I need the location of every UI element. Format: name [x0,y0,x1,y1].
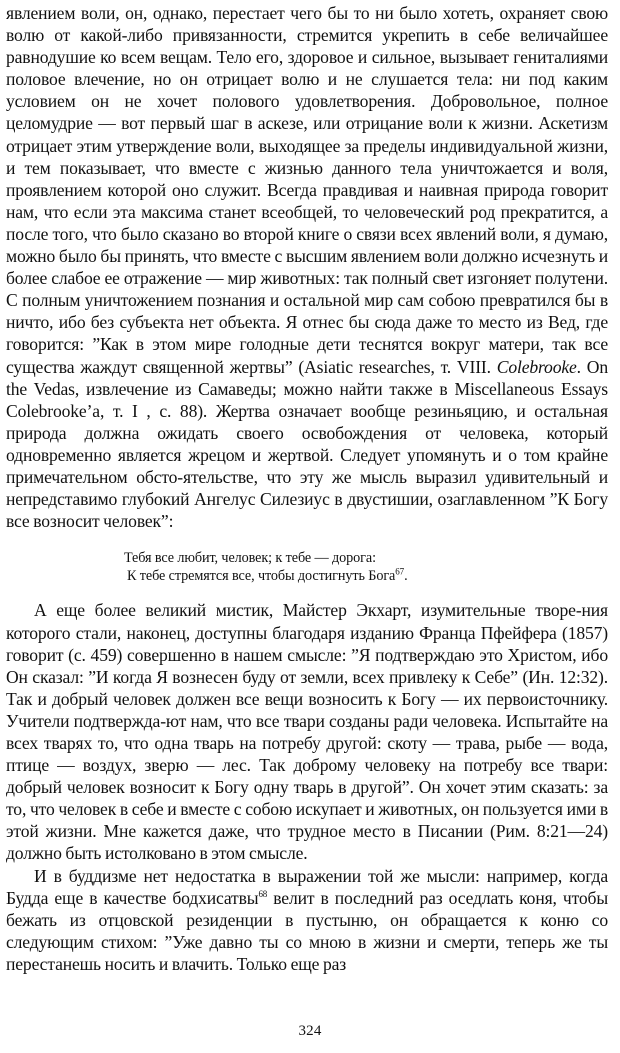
verse-couplet [6,550,608,585]
footnote-marker-68: 68 [258,888,268,899]
paragraph-1-text: явлением воли, он, однако, перестает чего бы то ни было хотеть, охраняет свою волю от какой-либо привязанности, стремится укрепить в себе величайшее равнодушие ко всем вещам. Тело его, здоровое и сильное, вызывает гениталиями половое влечение, но он отрицает волю и не слушается тела: ни под каким условием он не хочет полового удовлетворения. Добровольное, полное целомудрие — вот первый шаг в аскезе, или отрицание воли к жизни. Аскетизм отрицает этим утверждение воли, выходящее за пределы индивидуальной жизни, и тем показывает, что вместе с жизнью данного тела уничтожается и воля, проявлением которой оно служит. Всегда правдивая и наивная природа говорит нам, что если эта максима станет всеобщей, то человеческий род прекратится, а после того, что было сказано во второй книге о связи всех явлений воли, я думаю, можно было бы принять, что вместе с высшим явлением воли должно исчезнуть и более слабое ее отражение — мир животных: так полный свет изгоняет полутени. С полным уничтожением познания и остальной мир сам собою превратился бы в ничто, ибо без субъекта нет объекта. Я отнес бы сюда даже то место из Вед, где говорится: ”Как в этом мире голодные дети теснятся вокруг матери, так все существа жаждут священной жертвы” (Asiatic researches, т. VIII. [6,3,608,377]
paragraph-3-text-continued: велит в последний раз оседлать коня, чтобы бежать из отцовской резиденции в пустыню, он обращается к коню со следующим стихом: ”Уже давно ты со мною в жизни и смерти, теперь же ты перестанешь носить и влачить. Только еще раз [6,887,608,974]
verse-line-2-text: К тебе стремятся все, чтобы достигнуть Бога [127,567,396,584]
paragraph-2: А еще более великий мистик, Майстер Экхарт, изумительные творе-ния которого стали, наконец, доступны благодаря изданию Франца Пфейфера (1857) говорит (с. 459) совершенно в нашем смысле: ”Я подтверждаю это Христом, ибо Он сказал: ”И когда Я вознесен буду от земли, всех привлеку к Себе” (Ин. 12:32). Так и добрый человек должен все вещи возносить к Богу — их первоисточнику. Учители подтвержда-ют нам, что все твари созданы ради человека. Испытайте на всех тварях то, что одна тварь на потребу другой: скоту — трава, рыбе — вода, птице — воздух, зверю — лес. Так доброму человеку на потребу все твари: добрый человек возносит к Богу одну тварь в другой”. Он хочет этим сказать: за то, что человек в себе и вместе с собою искупает и животных, он пользуется ими в этой жизни. Мне кажется даже, что трудное место в Писании (Рим. 8:21—24) должно быть истолковано в этом смысле. [6,600,608,864]
footnote-marker-67: 67 [395,566,405,577]
verse-line-2 [124,568,608,586]
paragraph-3-text: И в буддизме нет недостатка в выражении той же мысли: например, когда Будда еще в качестве бодхисатвы [6,865,608,908]
verse-line-1: Тебя все любит, человек; к тебе — дорога: [124,550,376,567]
paragraph-1-italic-name: Colebrooke [496,356,577,377]
paragraph-3 [6,865,608,975]
paragraph-1 [6,2,608,532]
page-number: 324 [298,1023,322,1039]
paragraph-1-text-continued: . On the Vedas, извлечение из Самаведы; можно найти также в Miscellaneous Essays Colebrooke’a, т. I , с. 88). Жертва означает вообще резиньяцию, и остальная природа должна ожидать своего освобождения от человека, который одновременно является жрецом и жертвой. Следует упомянуть и о том крайне примечательном обсто-ятельстве, что эту же мысль выразил удивительный и непредставимо глубокий Ангелус Силезиус в двустишии, озаглавленном ”К Богу все возносит человек”: [6,356,608,532]
verse-line-2-period: . [404,567,408,584]
